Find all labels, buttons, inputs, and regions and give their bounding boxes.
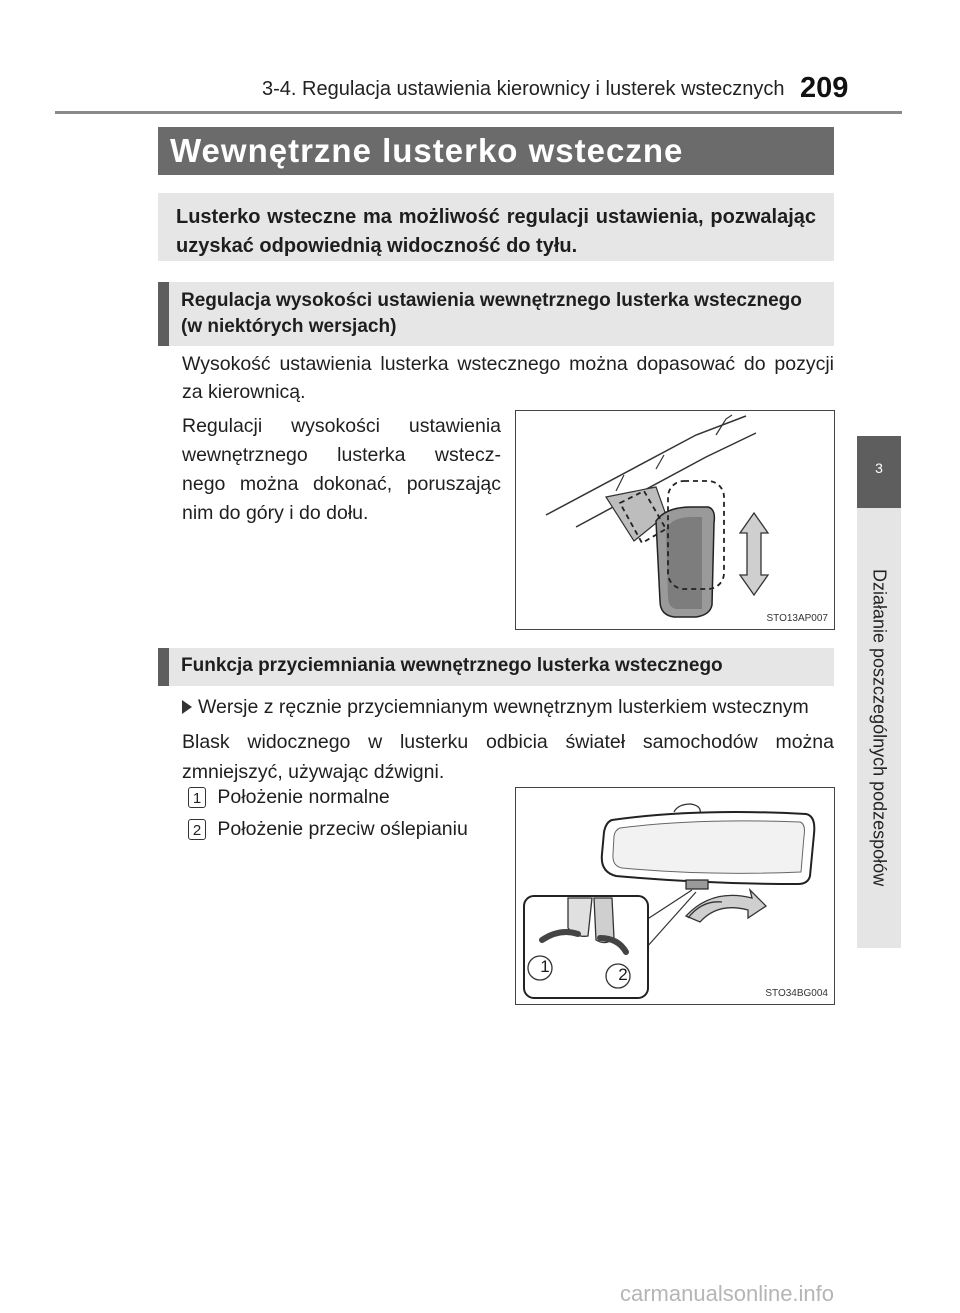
header-rule bbox=[55, 111, 902, 114]
mirror-move-paragraph bbox=[182, 412, 501, 528]
figure-code: STO13AP007 bbox=[766, 613, 828, 624]
mirror-lever-illustration bbox=[516, 788, 833, 1003]
section-heading-dimming: Funkcja przyciemniania wewnętrznego lusterka wstecznego bbox=[158, 648, 834, 686]
section-heading-height-adjust bbox=[158, 282, 834, 346]
mirror-height-illustration bbox=[516, 411, 833, 628]
intro-box bbox=[158, 193, 834, 261]
intro-line-1: Lusterko wsteczne ma możliwość regulacji ustawienia, pozwalając bbox=[176, 206, 816, 228]
bullet-text: Wersje z ręcznie przyciemnianym wewnętrznym lusterkiem wstecznym bbox=[198, 696, 809, 718]
chapter-number: 3 bbox=[875, 460, 883, 476]
paragraph-line: Blask widocznego w lusterku odbicia świateł samochodów można bbox=[182, 731, 834, 753]
paragraph-line: nego można dokonać, poruszając bbox=[182, 473, 501, 495]
page-title: Wewnętrzne lusterko wsteczne bbox=[158, 127, 834, 175]
version-bullet bbox=[182, 693, 834, 721]
item-number: 2 bbox=[188, 819, 206, 840]
paragraph-line: za kierownicą. bbox=[182, 381, 306, 403]
page-number: 209 bbox=[800, 72, 849, 104]
paragraph-line: nim do góry i do dołu. bbox=[182, 502, 369, 524]
heading-line-1: Regulacja wysokości ustawienia wewnętrznego lusterka wstecznego bbox=[181, 290, 802, 311]
item-number: 1 bbox=[188, 787, 206, 808]
chapter-label: Działanie poszczególnych podzespołów bbox=[869, 569, 890, 887]
dimming-paragraph bbox=[182, 727, 834, 787]
intro-line-2: uzyskać odpowiednią widoczność do tyłu. bbox=[176, 235, 578, 257]
inset-label-1: 1 bbox=[540, 957, 550, 976]
inset-label-2: 2 bbox=[618, 965, 628, 984]
figure-code: STO34BG004 bbox=[765, 988, 828, 999]
list-item bbox=[188, 783, 390, 811]
paragraph-line: wewnętrznego lusterka wstecz- bbox=[182, 444, 501, 466]
item-label: Położenie przeciw oślepianiu bbox=[217, 818, 468, 840]
figure-dimming-lever bbox=[515, 787, 835, 1005]
heading-line-2: (w niektórych wersjach) bbox=[181, 316, 397, 337]
figure-height-adjust bbox=[515, 410, 835, 630]
height-adjust-paragraph bbox=[182, 350, 834, 406]
item-label: Położenie normalne bbox=[217, 786, 390, 808]
paragraph-line: zmniejszyć, używając dźwigni. bbox=[182, 761, 445, 783]
triangle-bullet-icon bbox=[182, 700, 192, 714]
watermark: carmanualsonline.info bbox=[620, 1281, 835, 1306]
paragraph-line: Regulacji wysokości ustawienia bbox=[182, 415, 501, 437]
paragraph-line: Wysokość ustawienia lusterka wstecznego można dopasować do pozycji bbox=[182, 353, 834, 375]
running-header: 3-4. Regulacja ustawienia kierownicy i lusterek wstecznych bbox=[262, 78, 785, 100]
list-item bbox=[188, 815, 468, 843]
